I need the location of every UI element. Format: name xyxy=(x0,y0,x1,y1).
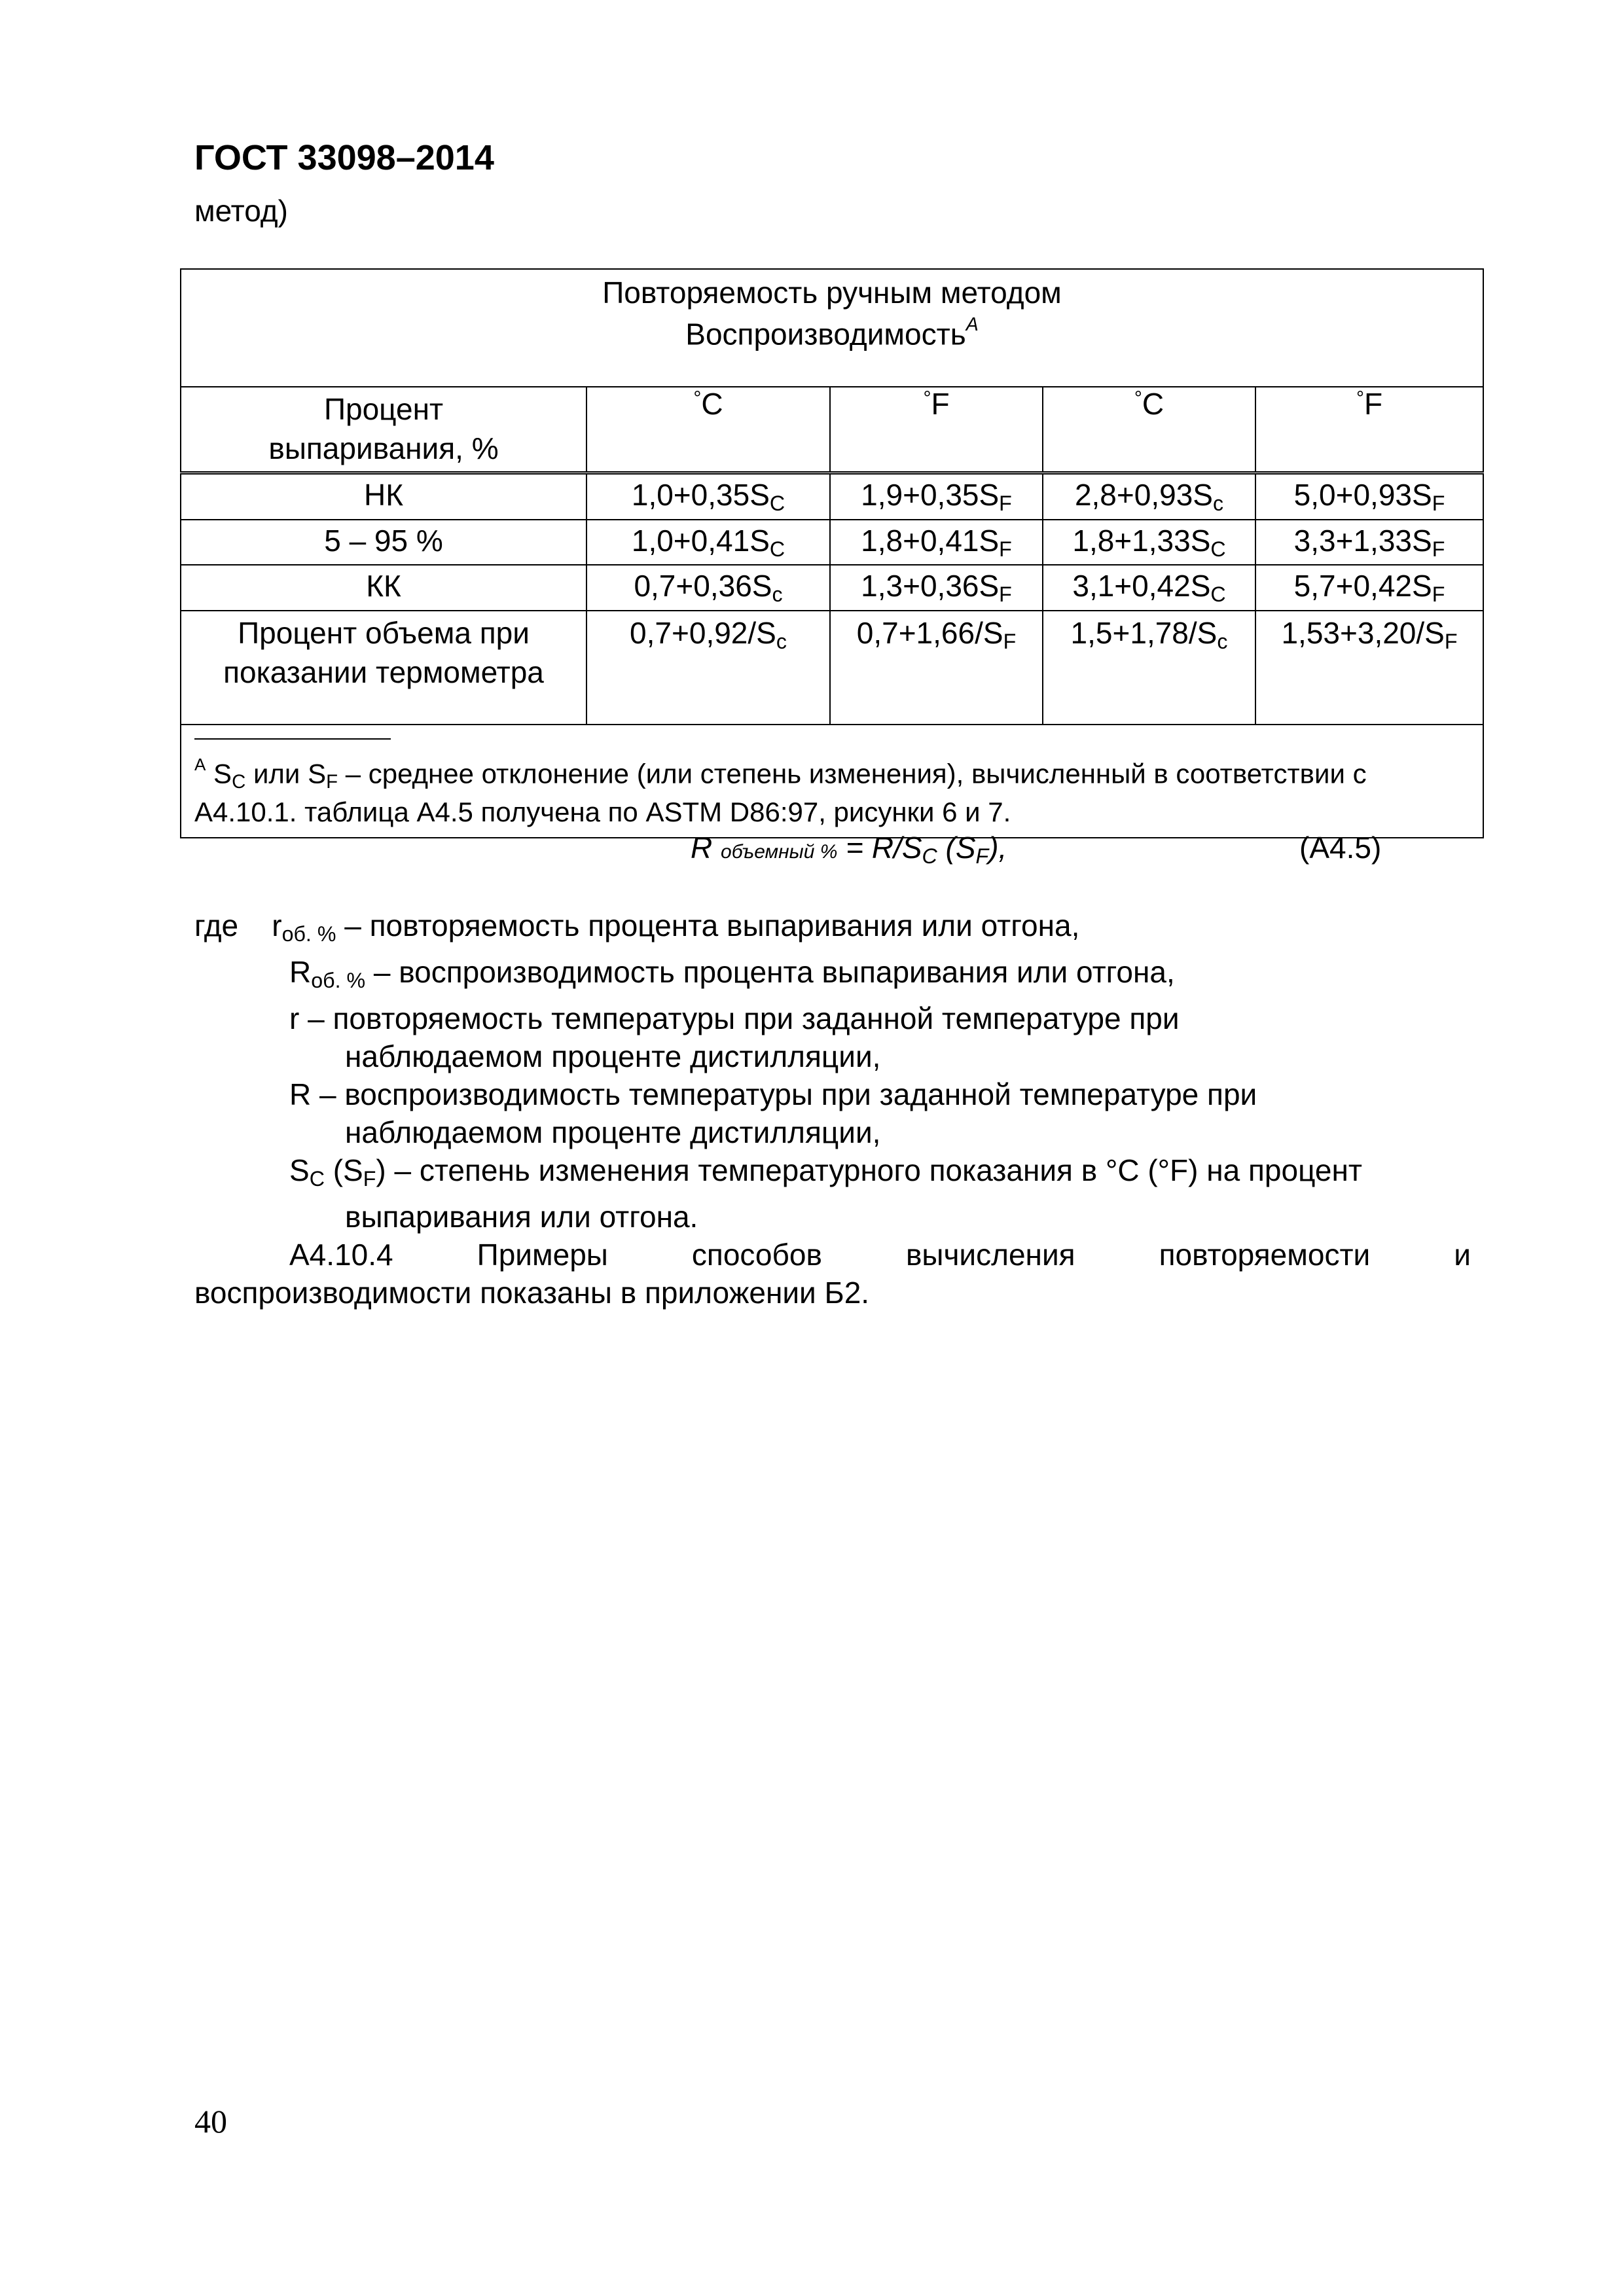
formula-a4-5: R объемный % = $R/S_C$ $(S_F)$, xyxy=(691,831,1007,869)
degree-sign: ° xyxy=(1134,387,1142,409)
def-R-vol: $R_{об. \%}$ – воспроизводимость процента выпаривания или отгона, xyxy=(289,955,1175,993)
def-R-line-1: R – воспроизводимость температуры при заданной температуре при xyxy=(289,1077,1257,1112)
continuation-text: метод) xyxy=(194,194,288,228)
footnote-line-1: $^A$ $S_C$ или $S_F$ – среднее отклонение (или степень изменения), вычисленный в соответствии с xyxy=(194,755,1367,793)
cell-f1: $1,3+0,36S_F$ xyxy=(830,565,1043,611)
cell-f2: $5,7+0,42S_F$ xyxy=(1255,565,1483,611)
degree-sign: ° xyxy=(923,387,931,409)
footnote-divider xyxy=(194,738,391,740)
paragraph-a4-10-4-line-1: А4.10.4 Примеры способов вычисления повторяемости и xyxy=(289,1238,1471,1272)
def-R-line-2: наблюдаемом проценте дистилляции, xyxy=(345,1115,881,1150)
standard-title: ГОСТ 33098–2014 xyxy=(194,138,494,177)
col-header-line-2: выпаривания, % xyxy=(268,431,499,465)
def-r-vol: где $r_{об. \%}$ – повторяемость процента выпаривания или отгона, xyxy=(194,908,1080,946)
table-row xyxy=(181,611,1483,725)
degree-sign: ° xyxy=(693,387,702,409)
cell-f2: $3,3+1,33S_F$ xyxy=(1255,520,1483,565)
col-header-fahrenheit-1 xyxy=(830,387,1043,473)
col-header-celsius-2 xyxy=(1043,387,1255,473)
unit-c: C xyxy=(701,387,723,421)
cell-c1: $1,0+0,35S_C$ xyxy=(586,473,830,519)
cell-c1: $0,7+0,92/S_c$ xyxy=(586,611,830,725)
precision-table xyxy=(180,268,1484,838)
col-header-fahrenheit-2 xyxy=(1255,387,1483,473)
caption-footnote-mark: A xyxy=(965,314,979,335)
row-label: 5 – 95 % xyxy=(181,520,586,565)
table-row xyxy=(181,520,1483,565)
def-r-line-2: наблюдаемом проценте дистилляции, xyxy=(345,1039,881,1074)
cell-f2: $1,53+3,20/S_F$ xyxy=(1255,611,1483,725)
cell-c2: $1,8+1,33S_C$ xyxy=(1043,520,1255,565)
unit-f: F xyxy=(1363,387,1383,421)
unit-c: C xyxy=(1142,387,1164,421)
unit-f: F xyxy=(931,387,950,421)
table-footnote xyxy=(181,725,1483,838)
definitions-block xyxy=(194,906,1471,1312)
cell-c2: $2,8+0,93S_c$ xyxy=(1043,473,1255,519)
cell-f2: $5,0+0,93S_F$ xyxy=(1255,473,1483,519)
col-header-line-1: Процент xyxy=(323,392,444,426)
def-s-line-2: выпаривания или отгона. xyxy=(345,1200,698,1234)
col-header-percent xyxy=(181,387,586,473)
cell-c1: $0,7+0,36S_c$ xyxy=(586,565,830,611)
caption-line-2 xyxy=(187,313,1477,354)
def-r-line-1: r – повторяемость температуры при заданной температуре при xyxy=(289,1001,1180,1036)
cell-c2: $1,5+1,78/S_c$ xyxy=(1043,611,1255,725)
cell-c1: $1,0+0,41S_C$ xyxy=(586,520,830,565)
cell-f1: $0,7+1,66/S_F$ xyxy=(830,611,1043,725)
def-s-line-1: $S_C$ $(S_F)$ – степень изменения температурного показания в °C (°F) на процент xyxy=(289,1153,1362,1191)
table-row xyxy=(181,473,1483,519)
table-caption xyxy=(181,269,1483,387)
cell-c2: $3,1+0,42S_C$ xyxy=(1043,565,1255,611)
paragraph-a4-10-4-line-2: воспроизводимости показаны в приложении Б2. xyxy=(194,1276,870,1310)
table-row xyxy=(181,565,1483,611)
caption-line-1: Повторяемость ручным методом xyxy=(602,276,1062,310)
caption-reproducibility: Воспроизводимость xyxy=(685,317,966,351)
row-label: КК xyxy=(181,565,586,611)
formula-number: (A4.5) xyxy=(1299,831,1382,865)
cell-f1: $1,9+0,35S_F$ xyxy=(830,473,1043,519)
col-header-celsius-1 xyxy=(586,387,830,473)
row-label: НК xyxy=(181,473,586,519)
footnote-line-2: А4.10.1. таблица А4.5 получена по ASTM D86:97, рисунки 6 и 7. xyxy=(194,797,1011,828)
row-label: Процент объема при показании термометра xyxy=(181,611,586,725)
page-number: 40 xyxy=(194,2103,227,2140)
degree-sign: ° xyxy=(1356,387,1364,409)
cell-f1: $1,8+0,41S_F$ xyxy=(830,520,1043,565)
